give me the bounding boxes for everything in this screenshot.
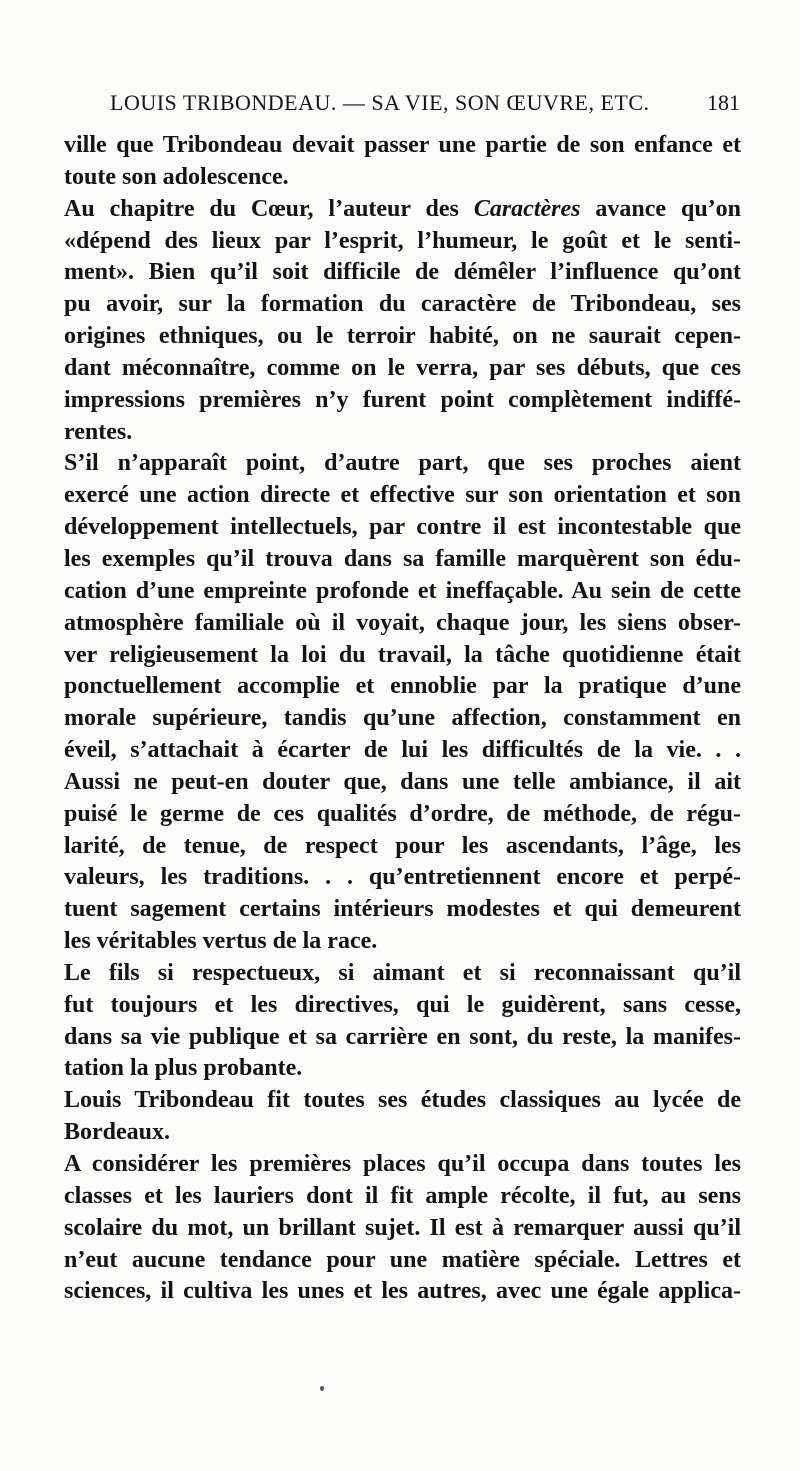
text-line: toute son adolescence.	[64, 163, 289, 190]
text-line: rentes.	[64, 418, 133, 445]
text-line: exercé une action directe et effective sur son orientation et son	[64, 482, 741, 509]
italic-title: Caractères	[473, 195, 581, 222]
text-line: les véritables vertus de la race.	[64, 928, 378, 955]
text-line: impressions premières n’y furent point complètement indiffé-	[64, 386, 741, 413]
text-line: puisé le germe de ces qualités d’ordre, de méthode, de régu-	[64, 800, 741, 827]
text-line: Aussi ne peut-en douter que, dans une telle ambiance, il ait	[64, 768, 741, 795]
text-line: Le fils si respectueux, si aimant et si reconnaissant qu’il	[64, 959, 741, 986]
text-line: S’il n’apparaît point, d’autre part, que ses proches aient	[64, 450, 741, 477]
text-line: dans sa vie publique et sa carrière en sont, du reste, la manifes-	[64, 1023, 741, 1050]
text-line: n’eut aucune tendance pour une matière spéciale. Lettres et	[64, 1246, 741, 1273]
text-line: origines ethniques, ou le terroir habité, on ne saurait cepen-	[64, 323, 741, 350]
text-line: cation d’une empreinte profonde et ineffaçable. Au sein de cette	[64, 577, 741, 604]
text-line: sciences, il cultiva les unes et les autres, avec une égale applica-	[64, 1278, 741, 1305]
text-line: tuent sagement certains intérieurs modestes et qui demeurent	[64, 896, 741, 923]
text-line: tation la plus probante.	[64, 1055, 303, 1082]
text-line: Bordeaux.	[64, 1119, 171, 1146]
text-line: A considérer les premières places qu’il occupa dans toutes les	[64, 1151, 741, 1177]
text-line: fut toujours et les directives, qui le guidèrent, sans cesse,	[64, 991, 741, 1018]
text-line: les exemples qu’il trouva dans sa famille marquèrent son édu-	[64, 545, 741, 572]
text-line: atmosphère familiale où il voyait, chaque jour, les siens obser-	[64, 609, 741, 636]
text-line: valeurs, les traditions. . . qu’entretiennent encore et perpé-	[64, 864, 741, 891]
print-speck	[320, 1386, 324, 1391]
text-line: éveil, s’attachait à écarter de lui les difficultés de la vie. . .	[64, 737, 741, 764]
text-line: dant méconnaître, comme on le verra, par ses débuts, que ces	[64, 354, 741, 381]
body-text	[64, 130, 741, 1308]
text-line: «dépend des lieux par l’esprit, l’humeur, le goût et le senti-	[64, 227, 741, 254]
running-head: LOUIS TRIBONDEAU. — SA VIE, SON ŒUVRE, ETC.	[110, 90, 650, 115]
text-line: ponctuellement accomplie et ennoblie par la pratique d’une	[64, 673, 741, 700]
text-line: larité, de tenue, de respect pour les ascendants, l’âge, les	[64, 832, 741, 859]
text-line: ment». Bien qu’il soit difficile de démêler l’influence qu’ont	[64, 259, 741, 286]
text-line: pu avoir, sur la formation du caractère de Tribondeau, ses	[64, 291, 741, 318]
page-number: 181	[707, 90, 740, 115]
text-line: Louis Tribondeau fit toutes ses études classiques au lycée de	[64, 1087, 741, 1114]
text-line: morale supérieure, tandis qu’une affection, constamment en	[64, 705, 741, 732]
page-header	[110, 90, 740, 118]
text-line: ver religieusement la loi du travail, la tâche quotidienne était	[64, 641, 741, 668]
text-line: Au chapitre du Cœur, l’auteur des Caractères avance qu’on	[64, 195, 741, 222]
text-line: ville que Tribondeau devait passer une partie de son enfance et	[64, 132, 741, 158]
text-line: développement intellectuels, par contre il est incontestable que	[64, 514, 741, 541]
text-line: scolaire du mot, un brillant sujet. Il est à remarquer aussi qu’il	[64, 1214, 741, 1241]
text-line: classes et les lauriers dont il fit ample récolte, il fut, au sens	[64, 1182, 741, 1209]
